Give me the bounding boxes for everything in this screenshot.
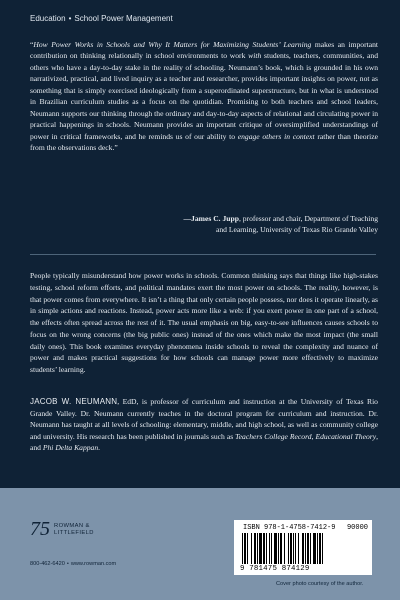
publisher-contact [30, 561, 116, 567]
barcode-bar [280, 533, 282, 564]
barcode-bar [242, 533, 243, 564]
attribution-line-1 [30, 213, 378, 224]
journal-phi-delta-kappan: Phi Delta Kappan [42, 443, 99, 453]
barcode-bars [240, 533, 366, 564]
endorsement-quote [30, 39, 378, 154]
author-name: JACOB W. NEUMANN [30, 397, 118, 406]
endorsement-text-2: students, teachers, communities, and others who have a day-to-day stake in the reality of schooling. Neumann’s book, which is grounded in his own narrativized, practical, and lived inquiry as a teacher and researcher, provides important insights on power, not as something that is simply exercised ideologically from a superordinated superstructure, but in what is understood in Brazilian curriculum studies as a focus on the quotidian. Promising to both teachers and school leaders, Neumann supports our thinking through the ordinary and day-to-day aspects of relational and circulating power in practical happenings in schools. Neumann provides an important critique of oversimplified understandings of power in critical frameworks, and he reminds us of our ability to [30, 51, 378, 141]
endorsement-text-1: makes an important contribution on thinking relationally in school environments to work [30, 40, 378, 61]
publisher-website: www.rowman.com [70, 561, 117, 567]
barcode-bar [322, 533, 323, 564]
barcode-bar [266, 533, 267, 564]
barcode-bar [313, 533, 316, 564]
price-code: 90000 [346, 524, 368, 532]
barcode-bar [317, 533, 318, 564]
category-subject: Education [30, 14, 66, 23]
barcode-bar [254, 533, 256, 564]
barcode-bar [298, 533, 299, 564]
barcode-bar [263, 533, 265, 564]
section-divider [30, 254, 376, 255]
barcode-bar [293, 533, 294, 564]
open-quote: “ [30, 40, 34, 49]
barcode-bar [310, 533, 311, 564]
barcode-bar [305, 533, 306, 564]
barcode-bar [251, 533, 252, 564]
journal-educational-theory: Educational Theory [315, 431, 377, 441]
attribution-role-2: and Learning, University of Texas Rio Grande Valley [216, 225, 378, 235]
category-subcategory: School Power Management [74, 14, 173, 23]
barcode-bar [269, 533, 270, 564]
journal-separator: , and [30, 431, 379, 453]
bio-end: . [98, 443, 101, 453]
barcode-bar [278, 533, 279, 564]
attribution-role-1: , professor and chair, Department of Teaching [238, 214, 378, 223]
publisher-logo-number: 75 [30, 518, 50, 540]
bio-text: , EdD, is professor of curriculum and instruction at the University of Texas Rio Grande Valley. Dr. Neumann currently teaches in the doctoral program for curriculum and instruction. Dr. Neumann has taught at all levels of schooling: elementary, middle, and high school, as well as community college and university. His research has been published in journals such as [30, 397, 378, 441]
publisher-logo [30, 518, 94, 541]
barcode-bar [271, 533, 272, 564]
barcode-bar [257, 533, 258, 564]
barcode-bar [259, 533, 262, 564]
isbn-label-row [243, 524, 368, 532]
attribution-name: —James C. Jupp [183, 214, 239, 223]
category-header [30, 14, 173, 23]
journal-teachers-college-record: Teachers College Record [235, 431, 312, 441]
isbn-barcode [234, 520, 372, 575]
barcode-bar [274, 533, 277, 564]
publisher-name-line-2: LITTLEFIELD [54, 529, 94, 536]
barcode-bar [307, 533, 309, 564]
barcode-bar [290, 533, 292, 564]
publisher-footer [0, 488, 400, 600]
category-separator: • [68, 14, 72, 23]
endorsement-emphasis-with: with [248, 51, 262, 61]
publisher-name-line-1: ROWMAN & [54, 522, 90, 529]
barcode-bar [302, 533, 304, 564]
barcode-bar [284, 533, 285, 564]
endorsement-text-3: rather than theorize from the observations deck.” [30, 131, 378, 153]
endorsement-emphasis-engage: engage others in context [237, 131, 315, 141]
journal-separator: , [311, 431, 316, 441]
barcode-bar [247, 533, 248, 564]
author-bio [30, 396, 378, 454]
ean-digits: 9 781475 874129 [240, 565, 310, 573]
book-description: People typically misunderstand how power works in schools. Common thinking says that things like high-stakes testing, school reform efforts, and political mandates exert the most power on schools. The reality, however, is that power comes from everywhere. It isn’t a thing that only certain people possess, nor does it operate linearly, as in simple actions and reactions. Instead, power acts more like a web: if you exert power in one part of a school, the effects often spread across the rest of it. The usual emphasis on big, easy-to-see influences causes schools to focus on the wrong concerns (the big public ones) instead of the ones which make the most impact (the small daily ones). This book examines everyday phenomena inside schools to reveal the complexity and nuance of power and makes practical suggestions for how schools can manage power more effectively to maximize students’ learning. [30, 271, 378, 374]
barcode-bar [295, 533, 296, 564]
barcode-bar [244, 533, 246, 564]
isbn-number: ISBN 978-1-4758-7412-9 [243, 524, 336, 532]
barcode-bar [288, 533, 289, 564]
barcode-bar [319, 533, 321, 564]
endorsement-book-title: How Power Works in Schools and Why It Matters for Maximizing Students’ Learning [33, 40, 312, 49]
cover-photo-credit: Cover photo courtesy of the author. [276, 581, 364, 587]
endorsement-attribution [30, 213, 378, 236]
publisher-name [54, 523, 94, 537]
publisher-phone: 800-462-6420 [30, 561, 65, 567]
contact-separator: • [66, 561, 69, 567]
